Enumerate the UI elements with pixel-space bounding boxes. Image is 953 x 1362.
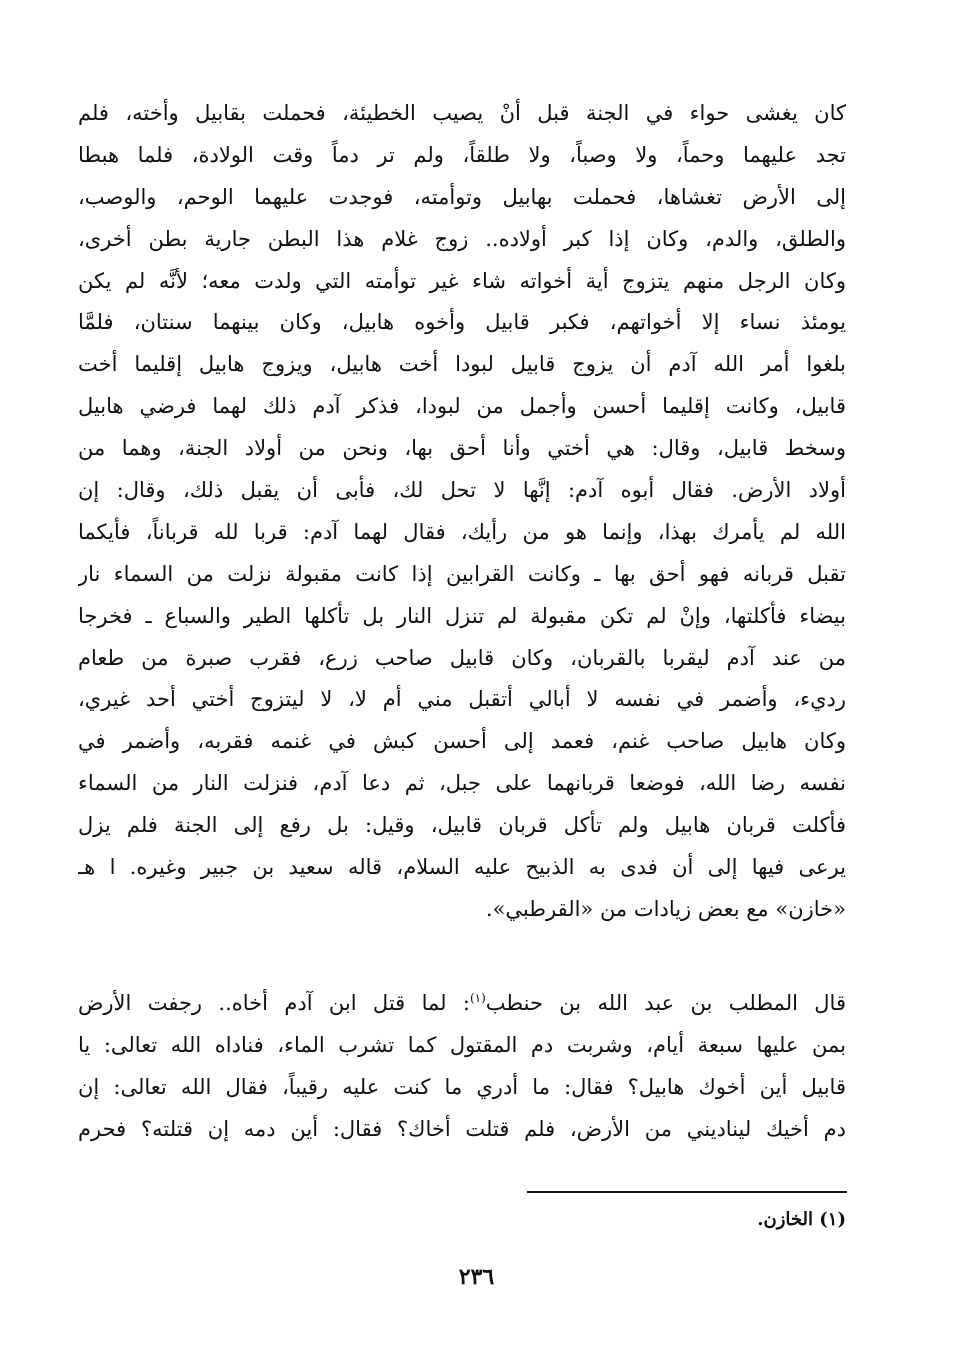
text-line <box>78 983 846 1025</box>
text-line: يومئذ نساء إلا أخواتهم، فكبر قابيل وأخوه هابيل، وكان بينهما سنتان، فلمَّا <box>78 310 846 335</box>
text-line: بيضاء فأكلتها، وإنْ لم تكن مقبولة لم تنزل النار بل تأكلها الطير والسباع ـ فخرجا <box>78 603 846 628</box>
text-line: فأكلت قربان هابيل ولم تأكل قربان قابيل، وقيل: بل رفع إلى الجنة فلم يزل <box>78 813 846 838</box>
paragraph-2 <box>78 983 846 1151</box>
text-line: وكان هابيل صاحب غنم، فعمد إلى أحسن كبش في غنمه فقربه، وأضمر في <box>78 729 846 754</box>
text-line: تجد عليهما وحماً، ولا وصباً، ولا طلقاً، ولم تر دماً وقت الولادة، فلما هبطا <box>78 142 846 167</box>
text-line: «خازن» مع بعض زيادات من «القرطبي». <box>485 896 846 921</box>
text-segment: قال المطلب بن عبد الله بن حنطب <box>485 991 846 1015</box>
text-line: نفسه رضا الله، فوضعا قربانهما على جبل، ثم دعا آدم، فنزلت النار من السماء <box>78 771 846 796</box>
text-line: وكان الرجل منهم يتزوج أية أخواته شاء غير توأمته التي ولدت معه؛ لأنَّه لم يكن <box>78 268 846 293</box>
page-number: ٢٣٦ <box>458 1264 495 1290</box>
text-segment: : لما قتل ابن آدم أخاه.. رجفت الأرض <box>78 991 470 1015</box>
text-line: وسخط قابيل، وقال: هي أختي وأنا أحق بها، ونحن من أولاد الجنة، وهما من <box>78 436 846 461</box>
text-line: يرعى فيها إلى أن فدى به الذبيح عليه السلام، قاله سعيد بن جبير وغيره. ا هـ <box>78 855 846 880</box>
text-line: قابيل، وكانت إقليما أحسن وأجمل من لبودا، فذكر آدم ذلك لهما فرضي هابيل <box>78 394 846 419</box>
text-line: كان يغشى حواء في الجنة قبل أنْ يصيب الخطيئة، فحملت بقابيل وأخته، فلم <box>78 101 846 125</box>
text-line: بلغوا أمر الله آدم أن يزوج قابيل لبودا أخت هابيل، ويزوج هابيل إقليما أخت <box>78 352 846 377</box>
text-line: الله لم يأمرك بهذا، وإنما هو من رأيك، فقال لهما آدم: قربا لله قرباناً، فأيكما <box>78 519 846 544</box>
footnote-marker: (١) <box>819 1209 846 1230</box>
text-line: تقبل قربانه فهو أحق بها ـ وكانت القرابين إذا كانت مقبولة نزلت من السماء نار <box>78 561 846 586</box>
paragraph-1 <box>78 93 846 931</box>
text-line: والطلق، والدم، وكان إذا كبر أولاده.. زوج غلام هذا البطن جارية بطن أخرى، <box>78 226 846 251</box>
text-line: قابيل أين أخوك هابيل؟ فقال: ما أدري ما كنت عليه رقيباً، فقال الله تعالى: إن <box>78 1074 846 1099</box>
text-line: أولاد الأرض. فقال أبوه آدم: إنَّها لا تحل لك، فأبى أن يقبل ذلك، وقال: إن <box>78 478 846 503</box>
footnote-text: الخازن. <box>757 1209 813 1230</box>
text-line: بمن عليها سبعة أيام، وشربت دم المقتول كما تشرب الماء، فناداه الله تعالى: يا <box>78 1032 846 1057</box>
text-line: إلى الأرض تغشاها، فحملت بهابيل وتوأمته، فوجدت عليهما الوحم، والوصب، <box>78 184 846 209</box>
footnote-divider <box>527 1191 847 1193</box>
text-line: رديء، وأضمر في نفسه لا أبالي أتقبل مني أم لا، لا ليتزوج أختي أحد غيري، <box>78 687 846 712</box>
footnote-reference: (١) <box>469 991 486 1005</box>
text-line: من عند آدم ليقربا بالقربان، وكان قابيل صاحب زرع، فقرب صبرة من طعام <box>78 645 846 670</box>
text-line: دم أخيك ليناديني من الأرض، فلم قتلت أخاك؟ فقال: أين دمه إن قتلته؟ فحرم <box>78 1116 846 1141</box>
footnote <box>757 1208 846 1232</box>
